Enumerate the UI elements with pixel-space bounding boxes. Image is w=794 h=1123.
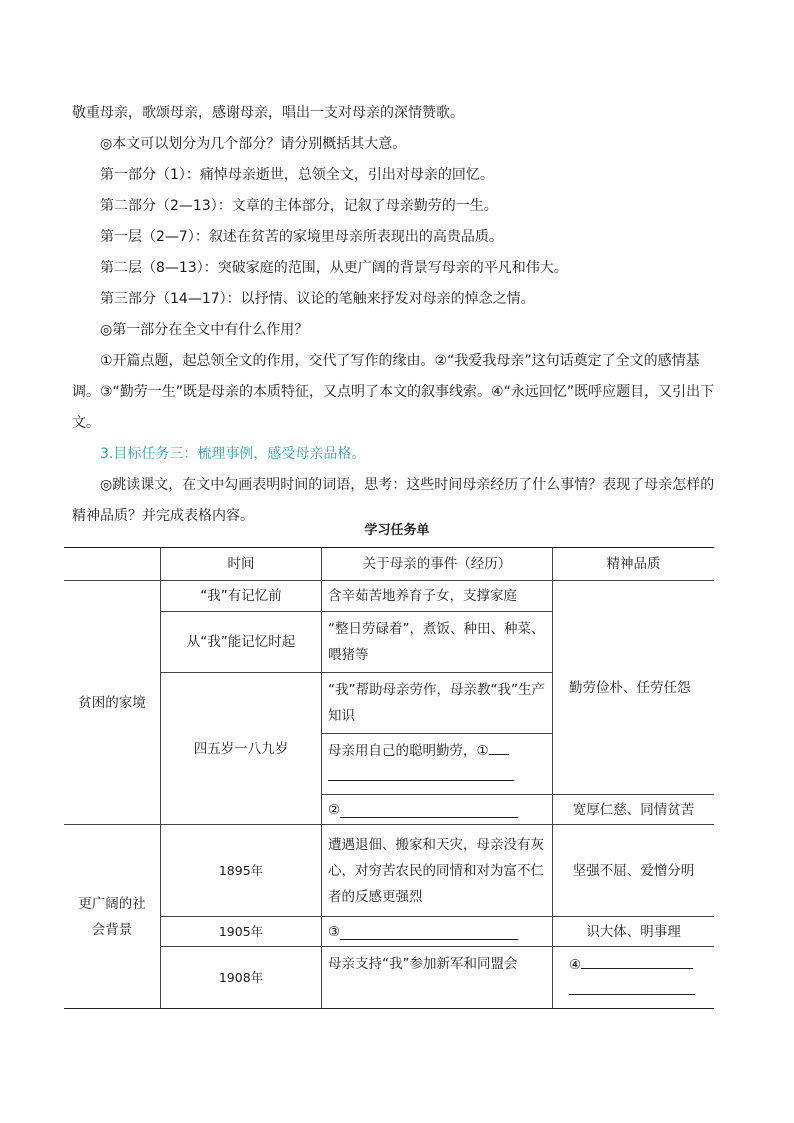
time-cell: 1895年 [160,824,321,916]
event-cell-blank [321,733,552,794]
quality-cell-blank [552,946,714,1008]
question: ◎第一部分在全文中有什么作用？ [100,322,309,338]
time-cell: 四五岁一八九岁 [160,672,321,824]
quality-cell: 坚强不屈、爱憎分明 [552,824,714,916]
quality-cell: 识大体、明事理 [552,916,714,946]
answer-blank[interactable] [340,923,518,940]
quality-cell: 勤劳俭朴、任劳任怨 [552,580,714,794]
section-label: 更广阔的社会背景 [64,824,160,1008]
answer-blank[interactable] [340,801,518,818]
paragraph: 第一层（2—7）：叙述在贫苦的家境里母亲所表现出的高贵品质。 [100,229,503,245]
answer-blank[interactable] [489,738,509,755]
question: ◎跳读课文，在文中勾画表明时间的词语，思考：这些时间母亲经历了什么事情？表现了母亲怎样的精神品质？并完成表格内容。 [72,477,715,524]
header-quality: 精神品质 [552,548,714,580]
paragraph: ①开篇点题，起总领全文的作用，交代了写作的缘由。②“我爱我母亲”这句话奠定了全文的感情基调。③“勤劳一生”既是母亲的本质特征，又点明了本文的叙事线索。④“永远回忆”既呼应题目，又引出下文。 [72,353,715,431]
event-cell: 母亲支持“我”参加新军和同盟会 [321,946,552,1008]
question: ◎本文可以划分为几个部分？请分别概括其大意。 [100,136,407,152]
event-text: 母亲用自己的聪明勤劳，① [328,743,489,759]
task-table [64,547,714,1009]
section-label: 贫困的家境 [64,580,160,824]
paragraph: 第一部分（1）：痛悼母亲逝世，总领全文，引出对母亲的回忆。 [100,167,494,183]
answer-blank[interactable] [328,764,514,781]
blank-number: ④ [569,956,582,973]
paragraph: 第二部分（2—13）：文章的主体部分，记叙了母亲勤劳的一生。 [100,198,498,214]
header-event: 关于母亲的事件（经历） [321,548,552,580]
header-empty [64,548,160,580]
paragraph: 第三部分（14—17）：以抒情、议论的笔触来抒发对母亲的悼念之情。 [100,291,535,307]
event-cell: 含辛茹苦地养育子女，支撑家庭 [321,580,552,611]
time-cell: “我”有记忆前 [160,580,321,611]
event-cell: “整日劳碌着”，煮饭、种田、种菜、喂猪等 [321,611,552,672]
blank-number: ② [328,801,341,818]
table-title: 学习任务单 [364,523,430,538]
answer-blank[interactable] [581,952,693,969]
section-heading: 3.目标任务三：梳理事例，感受母亲品格。 [100,446,366,462]
time-cell: 从“我”能记忆时起 [160,611,321,672]
paragraph: 第二层（8—13）：突破家庭的范围，从更广阔的背景写母亲的平凡和伟大。 [100,260,568,276]
header-time: 时间 [160,548,321,580]
time-cell: 1905年 [160,916,321,946]
event-cell-blank [321,794,552,824]
event-cell: 遭遇退佃、搬家和天灾，母亲没有灰心，对穷苦农民的同情和对为富不仁者的反感更强烈 [321,824,552,916]
event-cell: “我”帮助母亲劳作，母亲教“我”生产知识 [321,672,552,733]
text-body [72,98,722,532]
time-cell: 1908年 [160,946,321,1008]
quality-cell: 宽厚仁慈、同情贫苦 [552,794,714,824]
answer-blank[interactable] [569,978,695,995]
blank-number: ③ [328,923,341,940]
event-cell-blank [321,916,552,946]
paragraph: 敬重母亲，歌颂母亲，感谢母亲，唱出一支对母亲的深情赞歌。 [72,105,464,121]
